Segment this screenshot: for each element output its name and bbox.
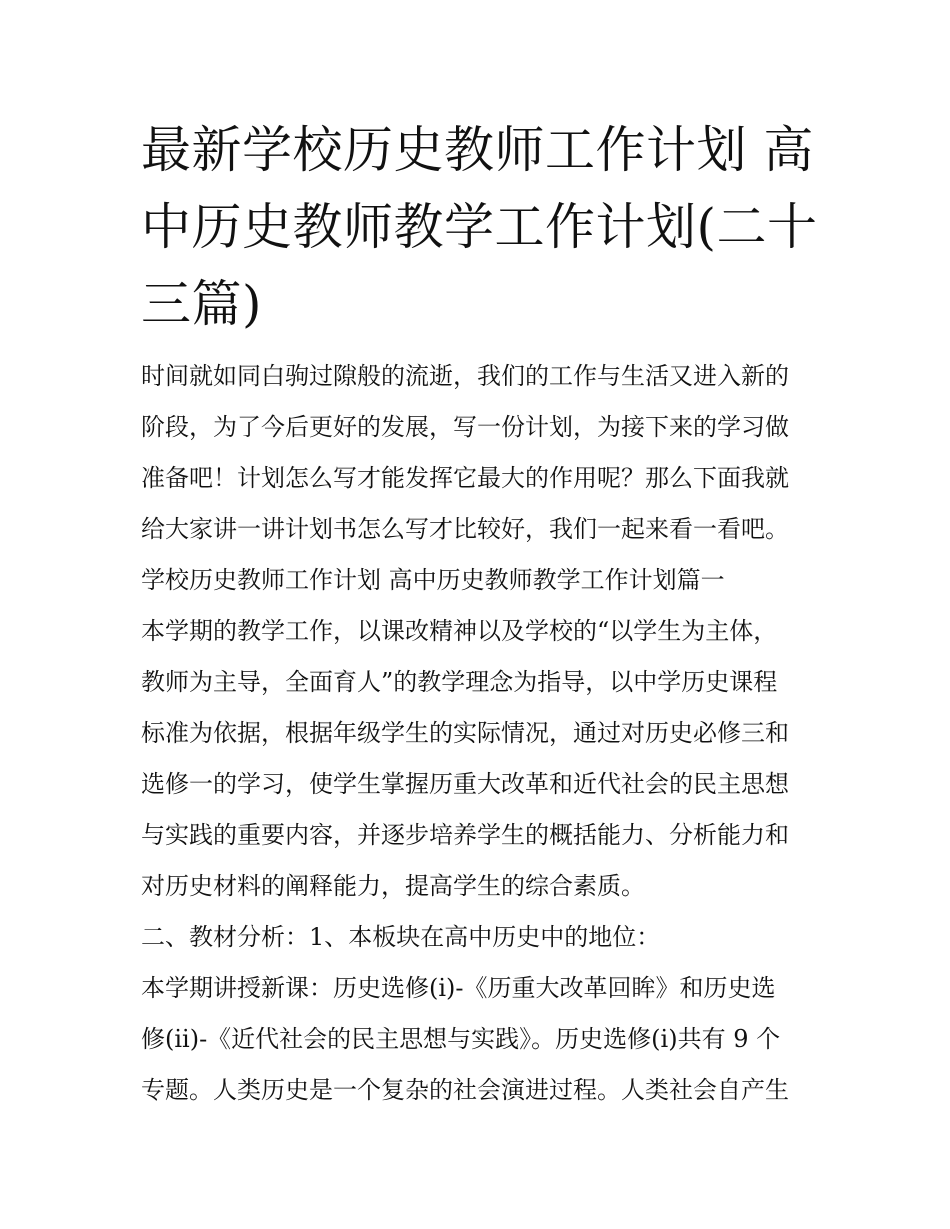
body-line: 与实践的重要内容，并逐步培养学生的概括能力、分析能力和	[141, 821, 789, 849]
body-line: 修(ii)-《近代社会的民主思想与实践》。历史选修(i)共有 9 个	[141, 1025, 781, 1053]
body-line: 教师为主导，全面育人”的教学理念为指导，以中学历史课程	[141, 668, 778, 696]
section-heading: 二、教材分析：1、本板块在高中历史中的地位：	[141, 923, 661, 951]
body-line: 标准为依据，根据年级学生的实际情况，通过对历史必修三和	[141, 719, 789, 747]
body-line: 本学期的教学工作，以课改精神以及学校的“以学生为主体，	[141, 617, 778, 645]
title-line: 最新学校历史教师工作计划 高	[141, 121, 814, 179]
body-line: 时间就如同白驹过隙般的流逝，我们的工作与生活又进入新的	[141, 362, 789, 390]
body-line: 对历史材料的阐释能力，提高学生的综合素质。	[141, 872, 645, 900]
body-line: 阶段，为了今后更好的发展，写一份计划，为接下来的学习做	[141, 413, 789, 441]
section-heading: 学校历史教师工作计划 高中历史教师教学工作计划篇一	[141, 566, 725, 594]
body-line: 本学期讲授新课：历史选修(i)-《历重大改革回眸》和历史选	[141, 974, 776, 1002]
body-line: 给大家讲一讲计划书怎么写才比较好，我们一起来看一看吧。	[141, 515, 789, 543]
body-line: 选修一的学习，使学生掌握历重大改革和近代社会的民主思想	[141, 770, 789, 798]
title-line: 中历史教师教学工作计划(二十	[141, 198, 818, 256]
document-title	[141, 112, 821, 343]
document-body	[141, 351, 821, 1116]
document-content	[141, 112, 821, 1116]
body-line: 准备吧！计划怎么写才能发挥它最大的作用呢？那么下面我就	[141, 464, 789, 492]
body-line: 专题。人类历史是一个复杂的社会演进过程。人类社会自产生	[141, 1076, 789, 1104]
title-line: 三篇)	[141, 275, 263, 333]
